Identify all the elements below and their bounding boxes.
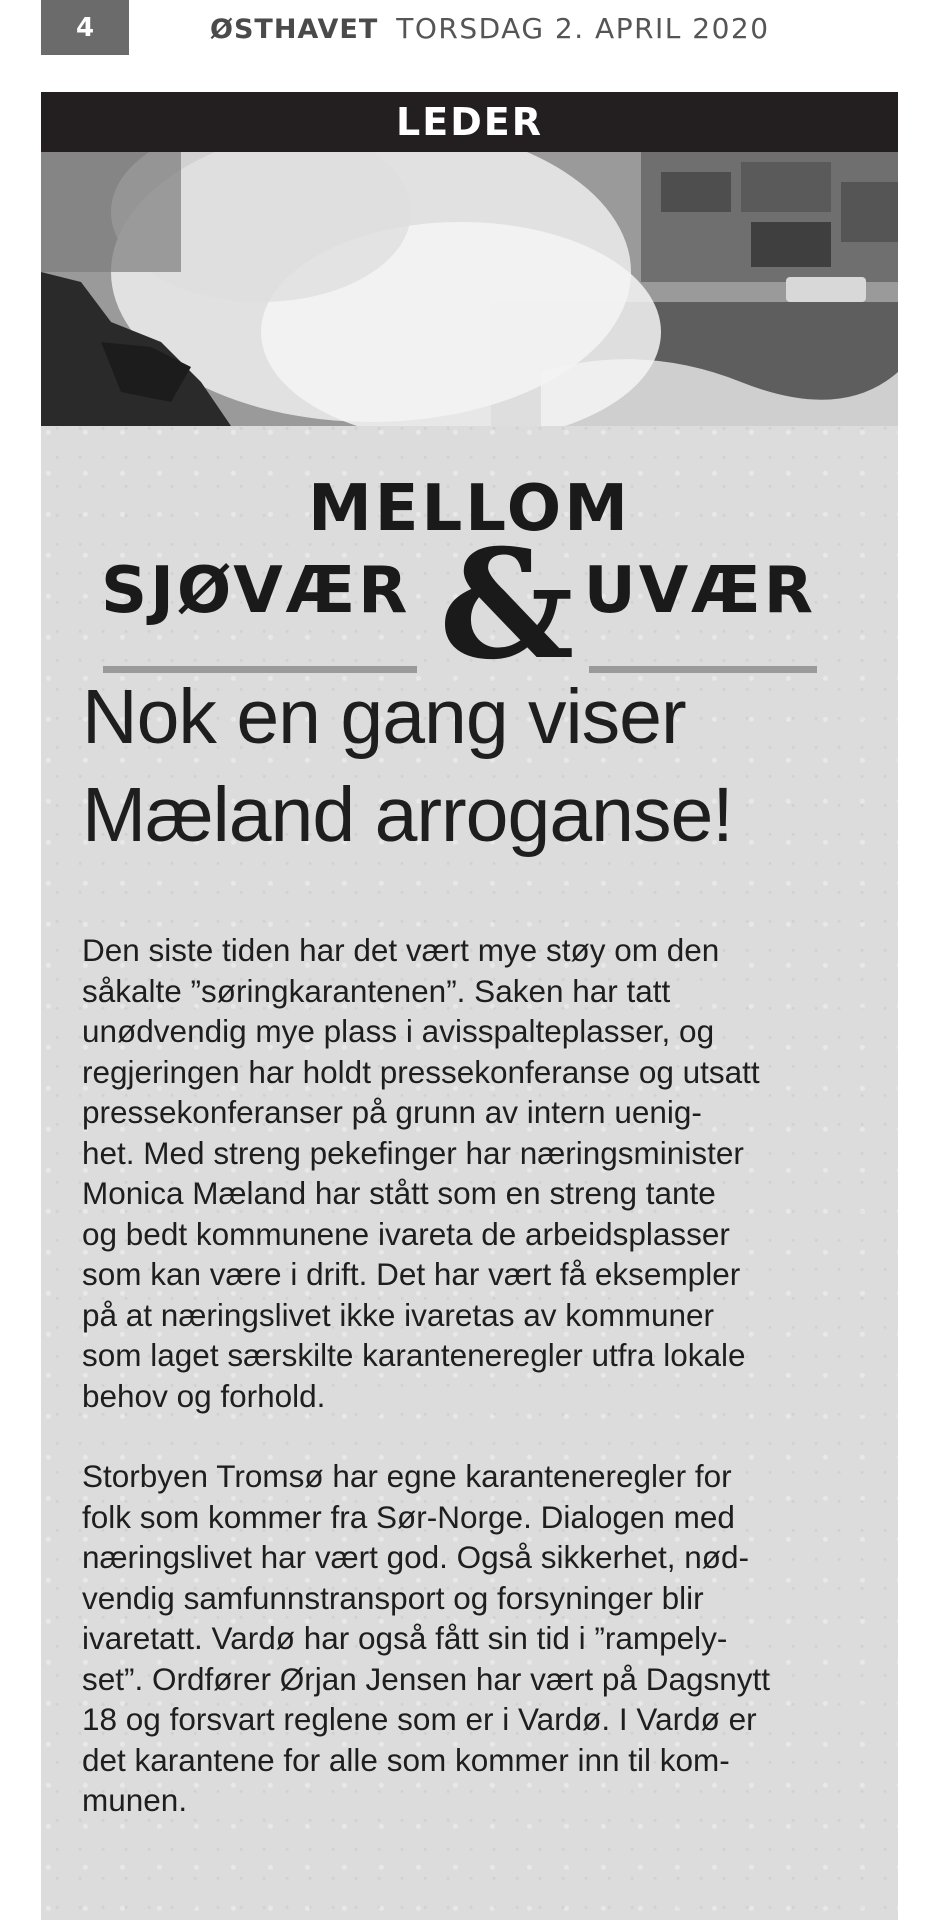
article-paragraph: Storbyen Tromsø har egne karanteneregler for folk som kommer fra Sør-Norge. Dialogen med næringslivet har vært god. Også sikkerhet, nød- vendig samfunnstransport og forsyninger blir ivaretatt. Vardø har også fått sin tid i ”rampely- set”. Ordfører Ørjan Jensen har vært på Dagsnytt 18 og forsvart reglene som er i Vardø. I Vardø er det karantene for alle som kommer inn til kom- munen. xyxy=(82,1458,771,1818)
kicker-ampersand: & xyxy=(439,517,575,693)
header-photo xyxy=(41,152,898,426)
paper-name: ØSTHAVET xyxy=(210,14,379,45)
kicker-word-uvaer: UVÆR xyxy=(583,554,816,628)
masthead xyxy=(210,12,770,52)
article-paragraph: Den siste tiden har det vært mye støy om den såkalte ”søringkarantenen”. Saken har tatt unødvendig mye plass i avisspalteplasser, og regjeringen har holdt pressekonferanse og utsatt pressekonferanser på grunn av intern uenig- het. Med streng pekefinger har næringsminister Monica Mæland har stått som en streng tante og bedt kommunene ivareta de arbeidsplasser som kan være i drift. Det har vært få eksempler på at næringslivet ikke ivaretas av kommuner som laget særskilte karanteneregler utfra lokale behov og forhold. xyxy=(82,932,760,1414)
article-headline: Nok en gang viser Mæland arroganse! xyxy=(82,674,733,858)
page-header xyxy=(0,0,930,80)
kicker-word-mellom: MELLOM xyxy=(308,472,631,546)
section-label: LEDER xyxy=(41,92,898,152)
kicker-word-sjovaer: SJØVÆR xyxy=(101,554,411,628)
page-number: 4 xyxy=(41,0,129,55)
issue-date: TORSDAG 2. APRIL 2020 xyxy=(396,12,770,45)
waves-photo-illustration xyxy=(41,152,898,426)
article-body xyxy=(82,930,812,1861)
